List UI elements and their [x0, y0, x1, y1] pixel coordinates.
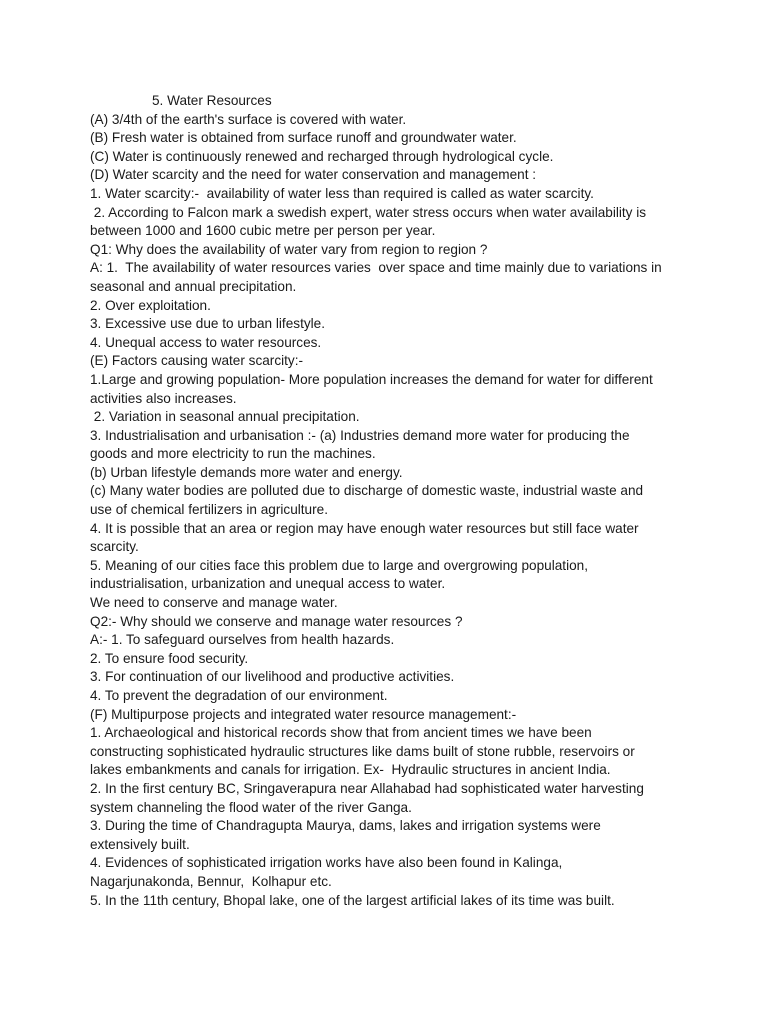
text-line: 3. During the time of Chandragupta Maurya, dams, lakes and irrigation systems were	[90, 818, 601, 834]
text-line: 3. Excessive use due to urban lifestyle.	[90, 316, 325, 332]
text-line: industrialisation, urbanization and unequal access to water.	[90, 576, 446, 592]
text-line: 4. Evidences of sophisticated irrigation works have also been found in Kalinga,	[90, 855, 563, 871]
text-line: A: 1. The availability of water resources varies over space and time mainly due to variations in	[90, 260, 662, 276]
text-line: 4. It is possible that an area or region may have enough water resources but still face water	[90, 520, 639, 536]
text-line: 2. To ensure food security.	[90, 650, 249, 666]
text-line: activities also increases.	[90, 390, 237, 406]
text-line: goods and more electricity to run the machines.	[90, 446, 376, 462]
text-line: (A) 3/4th of the earth's surface is covered with water.	[90, 111, 407, 127]
text-line: constructing sophisticated hydraulic structures like dams built of stone rubble, reservoirs or	[90, 743, 635, 759]
text-line: lakes embankments and canals for irrigation. Ex- Hydraulic structures in ancient India.	[90, 762, 611, 778]
text-line: 1. Archaeological and historical records show that from ancient times we have been	[90, 725, 592, 741]
text-line: 4. To prevent the degradation of our environment.	[90, 688, 388, 703]
text-line: (b) Urban lifestyle demands more water and energy.	[90, 464, 403, 480]
text-line: 3. For continuation of our livelihood and productive activities.	[90, 669, 455, 685]
text-line: 1. Water scarcity:- availability of water less than required is called as water scarcity.	[90, 185, 594, 201]
text-line: between 1000 and 1600 cubic metre per person per year.	[90, 223, 436, 239]
text-line: Q2:- Why should we conserve and manage water resources ?	[90, 613, 463, 629]
text-line: 2. Over exploitation.	[90, 297, 211, 313]
text-line: 2. In the first century BC, Sringaverapura near Allahabad had sophisticated water harvesting	[90, 780, 644, 796]
text-line: Nagarjunakonda, Bennur, Kolhapur etc.	[90, 873, 332, 889]
text-line: A:- 1. To safeguard ourselves from health hazards.	[90, 632, 395, 648]
text-line: 5. Meaning of our cities face this problem due to large and overgrowing population,	[90, 557, 588, 573]
text-line: (D) Water scarcity and the need for water conservation and management :	[90, 167, 537, 183]
document-lines	[90, 111, 680, 911]
text-line: (c) Many water bodies are polluted due to discharge of domestic waste, industrial waste and	[90, 483, 644, 499]
text-line: (B) Fresh water is obtained from surface runoff and groundwater water.	[90, 130, 517, 146]
text-line: 5. In the 11th century, Bhopal lake, one of the largest artificial lakes of its time was built.	[90, 892, 615, 908]
text-line: scarcity.	[90, 539, 139, 555]
text-line: system channeling the flood water of the river Ganga.	[90, 799, 412, 815]
text-line: use of chemical fertilizers in agriculture.	[90, 502, 328, 518]
text-line: 3. Industrialisation and urbanisation :- (a) Industries demand more water for producing the	[90, 427, 630, 443]
text-line: extensively built.	[90, 836, 190, 852]
text-line: We need to conserve and manage water.	[90, 595, 338, 611]
text-line: (F) Multipurpose projects and integrated water resource management:-	[90, 706, 517, 722]
text-line: 1.Large and growing population- More population increases the demand for water for different	[90, 371, 653, 387]
text-line: 4. Unequal access to water resources.	[90, 334, 322, 350]
text-line: seasonal and annual precipitation.	[90, 278, 297, 294]
text-line: Q1: Why does the availability of water vary from region to region ?	[90, 241, 488, 257]
text-line: 2. According to Falcon mark a swedish expert, water stress occurs when water availability is	[90, 204, 647, 220]
text-line: 2. Variation in seasonal annual precipitation.	[90, 409, 360, 425]
document-title: 5. Water Resources	[152, 93, 272, 108]
document-body	[90, 92, 680, 910]
text-line: (E) Factors causing water scarcity:-	[90, 353, 304, 369]
text-line: (C) Water is continuously renewed and recharged through hydrological cycle.	[90, 148, 554, 164]
